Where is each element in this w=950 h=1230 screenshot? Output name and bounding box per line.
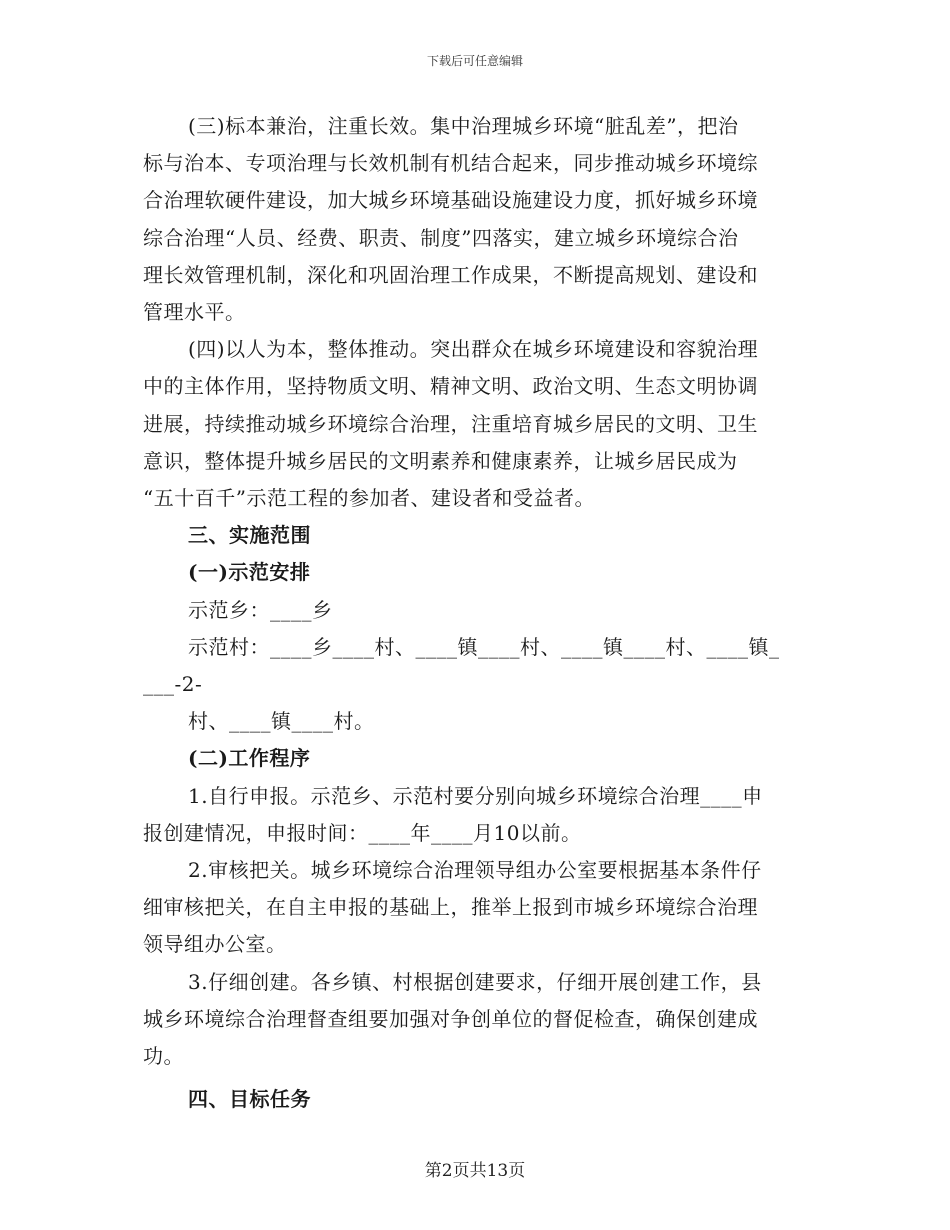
section-heading: 三、实施范围 — [188, 523, 311, 548]
paragraph-line: 1.自行申报。示范乡、示范村要分别向城乡环境综合治理____申 — [188, 783, 763, 808]
paragraph-line: 2.审核把关。城乡环境综合治理领导组办公室要根据基本条件仔 — [188, 858, 762, 883]
paragraph-line: (三)标本兼治，注重长效。集中治理城乡环境“脏乱差”，把治 — [188, 114, 739, 138]
paragraph-line: “五十百千”示范工程的参加者、建设者和受益者。 — [143, 486, 595, 511]
paragraph-line: 报创建情况，申报时间：____年____月10以前。 — [143, 820, 582, 845]
paragraph-line: 领导组办公室。 — [143, 932, 287, 957]
paragraph-line: 功。 — [143, 1044, 184, 1069]
subsection-heading: (二)工作程序 — [188, 746, 311, 771]
document-body — [143, 108, 798, 1118]
paragraph-line: 合治理软硬件建设，加大城乡环境基础设施建设力度，抓好城乡环境 — [143, 188, 758, 213]
paragraph-line: 示范乡：____乡 — [188, 597, 333, 622]
paragraph-line: 意识，整体提升城乡居民的文明素养和健康素养，让城乡居民成为 — [143, 448, 738, 473]
paragraph-line: 3.仔细创建。各乡镇、村根据创建要求，仔细开展创建工作，县 — [188, 969, 762, 994]
paragraph-line: 村、____镇____村。 — [188, 709, 375, 734]
section-heading: 四、目标任务 — [188, 1087, 311, 1112]
page-footer: 第2页共13页 — [424, 1161, 526, 1181]
paragraph-line: 理长效管理机制，深化和巩固治理工作成果，不断提高规划、建设和 — [143, 262, 758, 287]
page-header: 下载后可任意编辑 — [426, 54, 523, 68]
paragraph-line: ___-2- — [143, 672, 203, 697]
paragraph-line: 城乡环境综合治理督查组要加强对争创单位的督促检查，确保创建成 — [143, 1006, 758, 1031]
paragraph-line: 进展，持续推动城乡环境综合治理，注重培育城乡居民的文明、卫生 — [143, 411, 758, 436]
paragraph-line: (四)以人为本，整体推动。突出群众在城乡环境建设和容貌治理 — [188, 337, 759, 362]
paragraph-line: 标与治本、专项治理与长效机制有机结合起来，同步推动城乡环境综 — [143, 151, 758, 176]
paragraph-line: 示范村：____乡____村、____镇____村、____镇____村、____镇_ — [188, 634, 780, 659]
paragraph-line: 中的主体作用，坚持物质文明、精神文明、政治文明、生态文明协调 — [143, 374, 758, 399]
subsection-heading: (一)示范安排 — [188, 560, 311, 585]
paragraph-line: 综合治理“人员、经费、职责、制度”四落实，建立城乡环境综合治 — [143, 225, 739, 250]
paragraph-line: 细审核把关，在自主申报的基础上，推举上报到市城乡环境综合治理 — [143, 895, 758, 920]
paragraph-line: 管理水平。 — [143, 300, 246, 325]
